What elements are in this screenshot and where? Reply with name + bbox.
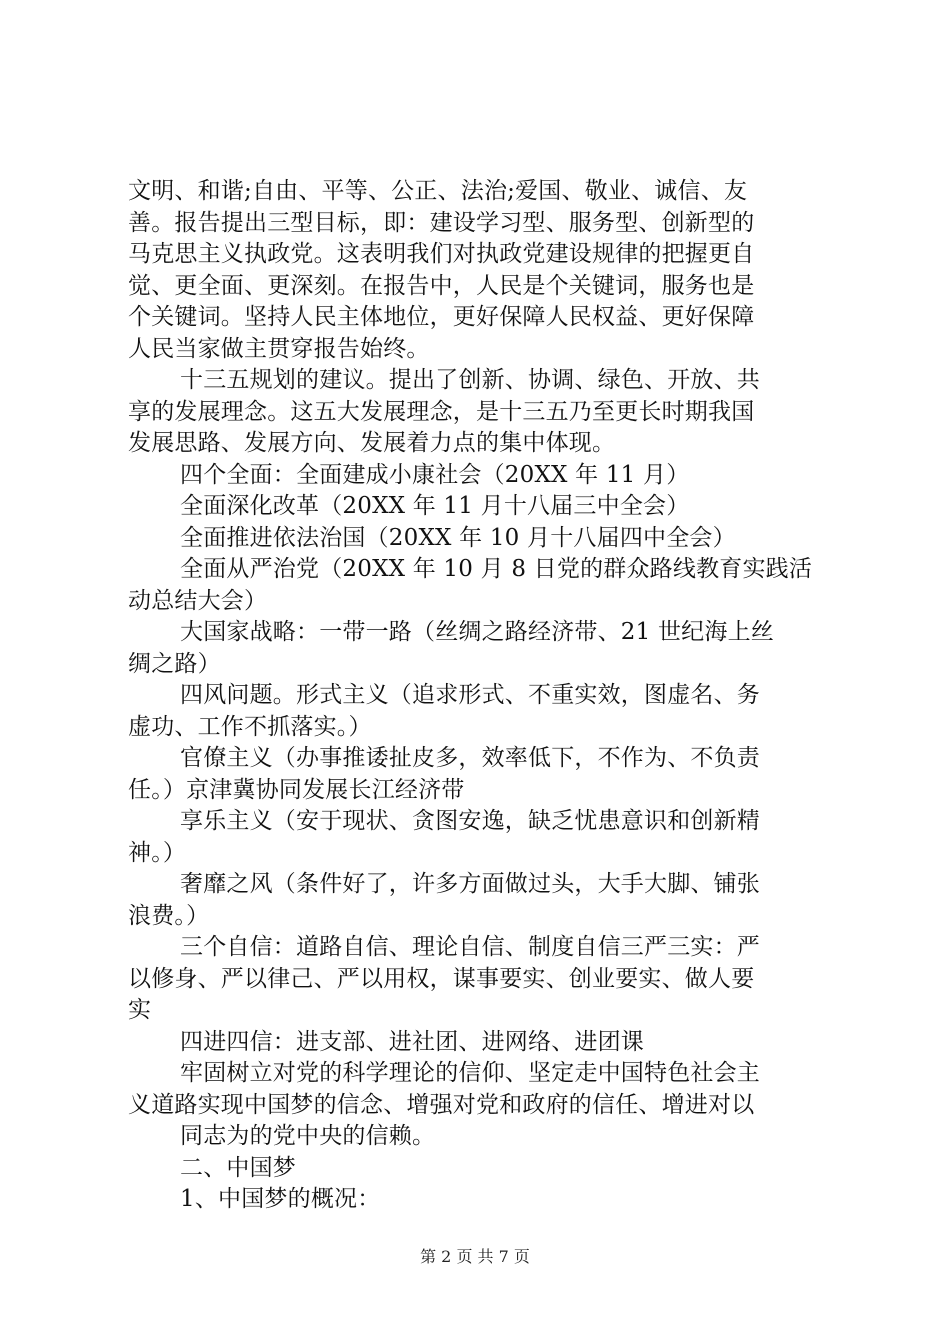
text-line: 官僚主义（办事推诿扯皮多，效率低下，不作为、不负责 — [180, 745, 760, 771]
text-line: 实 — [128, 997, 152, 1023]
text-line: 全面深化改革（20XX 年 11 月十八届三中全会） — [180, 493, 690, 519]
text-line: 十三五规划的建议。提出了创新、协调、绿色、开放、共 — [180, 367, 760, 393]
text-line: 三个自信：道路自信、理论自信、制度自信三严三实：严 — [180, 934, 760, 960]
text-line: 善。报告提出三型目标，即：建设学习型、服务型、创新型的 — [128, 209, 755, 236]
text-line: 享乐主义（安于现状、贪图安逸，缺乏忧患意识和创新精 — [180, 808, 760, 834]
text-line: 全面推进依法治国（20XX 年 10 月十八届四中全会） — [180, 524, 736, 551]
text-line: 四进四信：进支部、进社团、进网络、进团课 — [180, 1028, 644, 1055]
text-line: 动总结大会） — [128, 587, 268, 614]
text-line: 全面从严治党（20XX 年 10 月 8 日党的群众路线教育实践活 — [180, 556, 813, 582]
text-line: 发展思路、发展方向、发展着力点的集中体现。 — [128, 430, 616, 456]
text-line: 义道路实现中国梦的信念、增强对党和政府的信任、增进对以 — [128, 1091, 755, 1118]
text-line: 大国家战略：一带一路（丝绸之路经济带、21 世纪海上丝 — [180, 619, 774, 645]
text-line: 享的发展理念。这五大发展理念，是十三五乃至更长时期我国 — [128, 398, 755, 425]
text-line: 任。）京津冀协同发展长江经济带 — [128, 776, 465, 803]
text-line: 同志为的党中央的信赖。 — [180, 1123, 436, 1149]
text-line: 人民当家做主贯穿报告始终。 — [128, 335, 430, 362]
text-line: 绸之路） — [128, 650, 221, 677]
document-body — [128, 176, 838, 1216]
text-line: 奢靡之风（条件好了，许多方面做过头，大手大脚、铺张 — [180, 871, 760, 897]
text-line: 牢固树立对党的科学理论的信仰、坚定走中国特色社会主 — [180, 1060, 760, 1086]
text-line: 以修身、严以律己、严以用权，谋事要实、创业要实、做人要 — [128, 965, 755, 992]
text-line: 1、中国梦的概况： — [180, 1186, 381, 1212]
text-line: 个关键词。坚持人民主体地位，更好保障人民权益、更好保障 — [128, 304, 755, 330]
text-line: 神。） — [128, 839, 187, 866]
text-line: 马克思主义执政党。这表明我们对执政党建设规律的把握更自 — [128, 241, 755, 267]
text-line: 四个全面：全面建成小康社会（20XX 年 11 月） — [180, 461, 690, 488]
text-line: 文明、和谐;自由、平等、公正、法治;爱国、敬业、诚信、友 — [128, 178, 748, 204]
text-line: 四风问题。形式主义（追求形式、不重实效，图虚名、务 — [180, 682, 760, 708]
page-footer: 第 2 页 共 7 页 — [420, 1247, 530, 1266]
text-line: 二、中国梦 — [180, 1154, 296, 1181]
text-line: 觉、更全面、更深刻。在报告中，人民是个关键词，服务也是 — [128, 272, 755, 299]
text-line: 浪费。） — [128, 902, 210, 929]
text-line: 虚功、工作不抓落实。） — [128, 713, 372, 740]
